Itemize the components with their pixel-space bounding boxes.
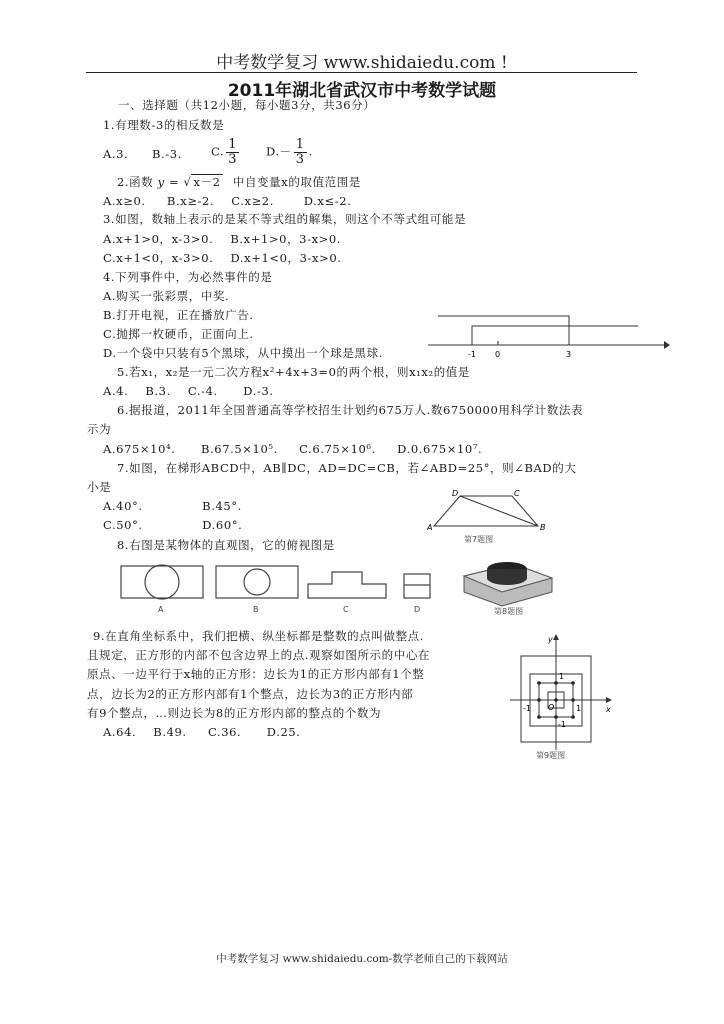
solid-object-cylinder-bottom — [487, 571, 527, 585]
q9-grid-figure — [506, 632, 614, 762]
q9-line-2: 且规定，正方形的内部不包含边界上的点.观察如图所示的中心在 — [87, 648, 431, 662]
q7-options-ab: A.40°. B.45°. — [103, 499, 242, 513]
q1-option-c-prefix: C. — [211, 144, 225, 159]
option-a-circle — [145, 565, 179, 599]
option-b-circle — [244, 569, 270, 595]
x-tick-neg-one: -1 — [523, 704, 531, 713]
q8-figures — [118, 552, 554, 618]
q2-radical: √ x－2 — [183, 175, 221, 189]
q8-label-a: A — [158, 605, 164, 614]
q8-label-b: B — [253, 605, 259, 614]
point-d-label: D — [452, 489, 459, 498]
header-rule — [86, 72, 637, 73]
number-line-figure — [424, 310, 670, 360]
q5-stem: 5.若x₁，x₂是一元二次方程x²+4x+3=0的两个根，则x₁x₂的值是 — [117, 365, 470, 379]
number-line-arrow — [664, 341, 670, 349]
q2-stem — [117, 174, 361, 190]
option-d-square — [404, 574, 430, 598]
q1-option-c-fraction — [226, 138, 239, 167]
page-footer: 中考数学复习 www.shidaiedu.com-数学老师自己的下载网站 — [216, 953, 508, 965]
q3-options-ab: A.x+1>0，x-3>0. B.x+1>0，3-x>0. — [103, 232, 342, 246]
ray-greater-than-minus-one — [472, 326, 638, 345]
number-line-label-three: 3 — [566, 350, 572, 359]
y-tick-one: 1 — [559, 672, 565, 681]
q9-line-3: 原点、一边平行于x轴的正方形：边长为1的正方形内部有1个整 — [87, 667, 425, 681]
q6-options: A.675×10⁴. B.67.5×10⁵. C.6.75×10⁶. D.0.675×10⁷. — [103, 442, 483, 456]
q9-figure-caption: 第9题图 — [536, 751, 566, 760]
q1-c-denominator: 3 — [228, 152, 238, 167]
q9-options: A.64. B.49. C.36. D.25. — [103, 725, 301, 739]
q8-figure-caption: 第8题图 — [494, 607, 524, 616]
q5-options: A.4. B.3. C.-4. D.-3. — [103, 384, 274, 398]
q1-option-b: B.-3. — [152, 147, 182, 161]
section-heading: 一、选择题（共12小题，每小题3分，共36分） — [118, 98, 376, 112]
q7-line-1: 7.如图，在梯形ABCD中，AB∥DC，AD=DC=CB，若∠ABD=25°，则∠BAD的大 — [117, 461, 577, 475]
q1-option-d-prefix: D.－ — [266, 144, 292, 159]
q4-option-a: A.购买一张彩票，中奖. — [103, 289, 230, 303]
option-c-stepped-shape — [308, 572, 386, 598]
ray-less-than-three — [438, 316, 569, 345]
q1-c-numerator: 1 — [228, 137, 238, 152]
q1-option-a: A.3. — [103, 147, 129, 161]
number-line-label-zero: 0 — [495, 350, 501, 359]
trapezoid-abcd — [434, 496, 538, 526]
q1-d-denominator: 3 — [295, 152, 305, 167]
option-b-rectangle — [216, 566, 298, 598]
q1-option-d: D.－ $\frac{1}{3}$ . — [266, 137, 313, 167]
q4-option-d: D.一个袋中只装有5个黑球，从中摸出一个球是黑球. — [103, 346, 383, 360]
q1-option-c — [211, 138, 241, 167]
q9-line-5: 有9个整点，…则边长为8的正方形内部的整点的个数为 — [87, 706, 382, 720]
q7-line-2: 小是 — [87, 480, 112, 494]
q8-stem: 8.右图是某物体的直观图，它的俯视图是 — [117, 538, 335, 552]
q4-stem: 4.下列事件中，为必然事件的是 — [103, 270, 273, 284]
point-a-label: A — [427, 523, 433, 532]
y-axis-arrow — [553, 634, 559, 640]
x-tick-one: 1 — [576, 704, 582, 713]
x-axis-arrow — [606, 697, 612, 703]
q7-options-cd: C.50°. D.60°. — [103, 518, 243, 532]
q7-trapezoid-figure — [426, 488, 552, 546]
q6-line-2: 示为 — [87, 422, 112, 436]
q3-options-cd: C.x+1<0，x-3>0. D.x+1<0，3-x>0. — [103, 251, 342, 265]
q2-stem-post: 中自变量x的取值范围是 — [232, 175, 361, 189]
q2-eq: = — [169, 175, 180, 189]
q4-option-c: C.抛掷一枚硬币，正面向上. — [103, 327, 254, 341]
origin-label: O — [548, 703, 555, 712]
q3-stem: 3.如图，数轴上表示的是某不等式组的解集，则这个不等式组可能是 — [103, 212, 467, 226]
q6-line-1: 6.据报道，2011年全国普通高等学校招生计划约675万人.数6750000用科学计数法表 — [117, 403, 584, 417]
q9-line-4: 点，边长为2的正方形内部有1个整点，边长为3的正方形内部 — [87, 687, 414, 701]
q2-y: y — [157, 175, 165, 189]
point-c-label: C — [514, 489, 520, 498]
q2-radicand: x－2 — [193, 175, 221, 189]
q4-option-b: B.打开电视，正在播放广告. — [103, 308, 254, 322]
q7-figure-caption: 第7题图 — [464, 535, 494, 544]
x-axis-label: x — [606, 705, 611, 714]
q2-options: A.x≥0. B.x≥-2. C.x≥2. D.x≤-2. — [103, 194, 352, 208]
point-b-label: B — [540, 523, 546, 532]
q9-line-1: 9.在直角坐标系中，我们把横、纵坐标都是整数的点叫做整点. — [93, 629, 425, 643]
page-title: 2011年湖北省武汉市中考数学试题 — [227, 81, 497, 101]
q2-stem-pre: 2.函数 — [117, 175, 154, 189]
q8-label-c: C — [343, 605, 349, 614]
q8-label-d: D — [414, 605, 421, 614]
y-tick-neg-one: -1 — [558, 720, 566, 729]
q1-option-d-fraction — [294, 138, 307, 167]
page-header: 中考数学复习 www.shidaiedu.com ! — [216, 53, 508, 73]
y-axis-label: y — [548, 635, 553, 644]
q1-stem: 1.有理数-3的相反数是 — [103, 118, 225, 132]
option-a-rectangle — [121, 566, 203, 598]
q1-d-numerator: 1 — [295, 137, 305, 152]
diagonal-bd — [460, 496, 538, 526]
number-line-label-minus-one: -1 — [468, 350, 476, 359]
